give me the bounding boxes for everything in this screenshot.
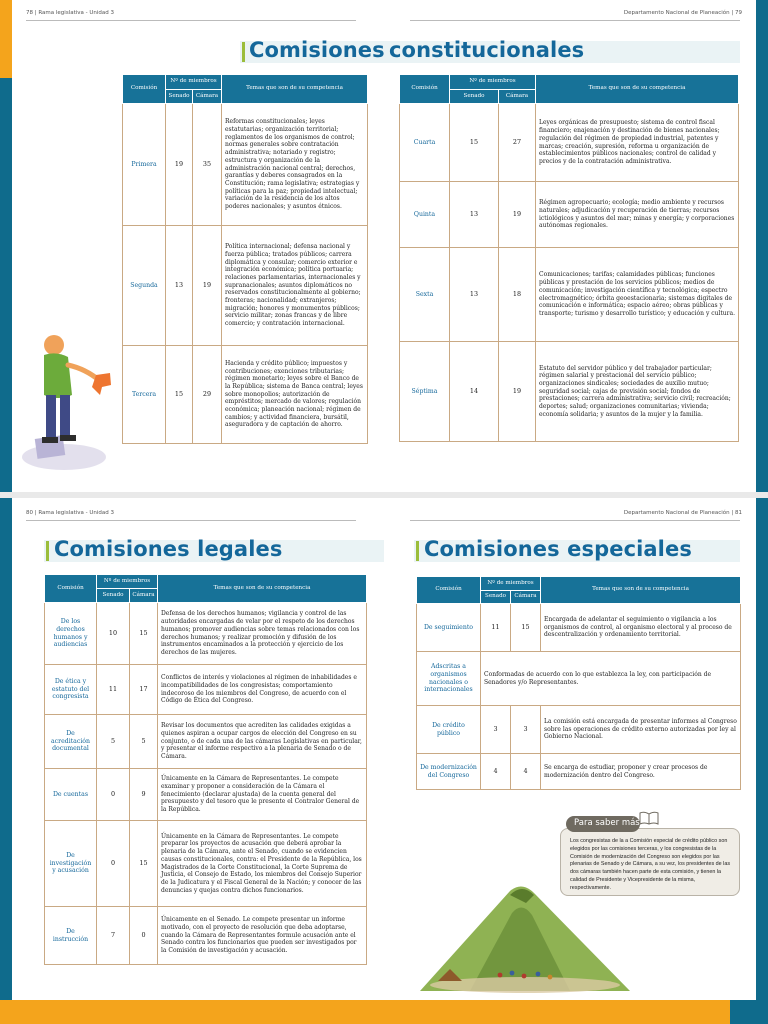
callout-title: Para saber más xyxy=(566,816,640,832)
col-header-senado: Senado xyxy=(450,90,499,104)
col-header-temas: Temas que son de su competencia xyxy=(536,75,739,104)
comision-name: De acreditación documental xyxy=(45,715,97,769)
temas-text: Estatuto del servidor público y del trabajador particular; régimen salarial y prestacional del servicio público; organizaciones sindicales; sociedades de auxilio mutuo; seguridad social; cajas de previsión social; fondos de prestaciones; carrera administrativa; servicio civil; recreación; deportes; salud; organizaciones comunitarias; vivienda; economía solidaria; y asuntos de la mujer y la familia. xyxy=(536,342,739,442)
senado-count: 19 xyxy=(166,104,193,226)
table-row xyxy=(417,706,741,754)
camara-count: 3 xyxy=(511,706,541,754)
col-header-senado: Senado xyxy=(97,589,130,603)
col-header-miembros: Nº de miembros xyxy=(166,75,222,90)
mountain-illustration xyxy=(400,873,650,993)
header-rule xyxy=(26,20,356,21)
temas-text: Se encarga de estudiar, proponer y crear procesos de modernización dentro del Congreso. xyxy=(541,754,741,790)
table-row xyxy=(123,104,368,226)
table-row xyxy=(45,665,367,715)
table-legales xyxy=(44,574,367,965)
comision-name: Sexta xyxy=(400,248,450,342)
camara-count: 0 xyxy=(130,907,158,965)
title-accent xyxy=(242,42,245,62)
camara-count: 19 xyxy=(499,182,536,248)
col-header-temas: Temas que son de su competencia xyxy=(222,75,368,104)
table-constitucionales-left xyxy=(122,74,368,444)
table-row xyxy=(400,182,739,248)
table-row xyxy=(417,604,741,652)
table-row xyxy=(45,715,367,769)
temas-text: Reformas constitucionales; leyes estatutarias; organización territorial; reglamentos de los organismos de control; normas generales sobre contratación administrativa; notariado y registro; estructura y organización de la administración nacional central; derechos, garantías y deberes consagrados en la Constitución; rama legislativa; estrategias y políticas para la paz; propiedad intelectual; variación de la residencia de los altos poderes nacionales; y asuntos étnicos. xyxy=(222,104,368,226)
footer-band-orange xyxy=(0,1000,730,1024)
temas-text: Defensa de los derechos humanos; vigilancia y control de las autoridades encargadas de velar por el respeto de los derechos humanos; promover audiencias sobre temas relacionados con los derechos humanos; y realizar promoción y difusión de los instrumentos encaminados a la protección y ejercicio de los derechos de las mujeres. xyxy=(158,603,367,665)
table-row xyxy=(123,346,368,444)
camara-count: 19 xyxy=(499,342,536,442)
temas-text: Únicamente en la Cámara de Representantes. Le compete examinar y proponer a consideración de la Cámara el fenecimiento (declarar ajustada) de la cuenta general del presupuesto y del tesoro que le presente el Contralor General de la República. xyxy=(158,769,367,821)
camara-count: 19 xyxy=(193,226,222,346)
camara-count: 18 xyxy=(499,248,536,342)
edge-band-blue xyxy=(0,498,12,1000)
temas-text: Comunicaciones; tarifas; calamidades públicas; funciones públicas y prestación de los servicios públicos; medios de comunicación; investigación científica y tecnológica; espectro electromagnético; órbita geoestacionaria; sistemas digitales de comunicación e informática; espacio aéreo; obras públicas y transporte; turismo y desarrollo turístico; y educación y cultura. xyxy=(536,248,739,342)
senado-count: 5 xyxy=(97,715,130,769)
comision-name: De cuentas xyxy=(45,769,97,821)
comision-name: Primera xyxy=(123,104,166,226)
senado-count: 13 xyxy=(166,226,193,346)
running-header-left: 80 | Rama legislativa - Unidad 3 xyxy=(26,510,115,516)
header-rule xyxy=(26,520,356,521)
comision-name: Tercera xyxy=(123,346,166,444)
senado-count: 15 xyxy=(450,104,499,182)
senado-count: 10 xyxy=(97,603,130,665)
header-rule xyxy=(410,20,740,21)
senado-count: 3 xyxy=(481,706,511,754)
col-header-camara: Cámara xyxy=(130,589,158,603)
comision-name: De crédito público xyxy=(417,706,481,754)
senado-count: 4 xyxy=(481,754,511,790)
col-header-comision: Comisión xyxy=(45,575,97,603)
comision-name: De instrucción xyxy=(45,907,97,965)
senado-count: 13 xyxy=(450,182,499,248)
senado-count: 15 xyxy=(166,346,193,444)
header-rule xyxy=(410,520,740,521)
camara-count: 15 xyxy=(130,821,158,907)
table-especiales xyxy=(416,576,741,790)
running-header-right: Departamento Nacional de Planeación | 81 xyxy=(623,510,742,516)
col-header-camara: Cámara xyxy=(499,90,536,104)
temas-text: Leyes orgánicas de presupuesto; sistema de control fiscal financiero; enajenación y destinación de bienes nacionales; regulación del régimen de propiedad industrial, patentes y marcas; creación, supresión, reforma u organización de establecimientos públicos nacionales; control de calidad y precios y de la contratación administrativa. xyxy=(536,104,739,182)
table-row xyxy=(45,603,367,665)
comision-name: Cuarta xyxy=(400,104,450,182)
senado-count: 0 xyxy=(97,769,130,821)
table-row xyxy=(45,907,367,965)
temas-text: La comisión está encargada de presentar informes al Congreso sobre las operaciones de crédito externo autorizadas por ley al Gobierno Nacional. xyxy=(541,706,741,754)
senado-count: 11 xyxy=(481,604,511,652)
title-accent xyxy=(416,541,419,561)
temas-text: Política internacional; defensa nacional y fuerza pública; tratados públicos; carrera diplomática y consular; comercio exterior e integración económica; política portuaria; relaciones parlamentarias, internacionales y supranacionales; asuntos diplomáticos no reservados constitucionalmente al gobierno; fronteras; nacionalidad; extranjeros; migración; honores y monumentos públicos; servicio militar; zonas francas y de libre comercio; y contratación internacional. xyxy=(222,226,368,346)
camara-count: 27 xyxy=(499,104,536,182)
comision-name: De investigación y acusación xyxy=(45,821,97,907)
title-accent xyxy=(46,541,49,561)
edge-band-blue xyxy=(0,78,12,492)
senado-count: 14 xyxy=(450,342,499,442)
page-title-left: Comisiones xyxy=(249,38,385,62)
temas-text: Hacienda y crédito público; impuestos y contribuciones; exenciones tributarias; régimen monetario; leyes sobre el Banco de la República; sistema de Banca central; leyes sobre monopolios; autorización de empréstitos; mercado de valores; regulación económica; planeación nacional; régimen de cambios; y actividad financiera, bursátil, aseguradora y de captación de ahorro. xyxy=(222,346,368,444)
comision-name: De seguimiento xyxy=(417,604,481,652)
col-header-senado: Senado xyxy=(481,591,511,604)
puzzle-figure-illustration xyxy=(14,325,114,475)
camara-count: 9 xyxy=(130,769,158,821)
table-row xyxy=(400,248,739,342)
col-header-comision: Comisión xyxy=(123,75,166,104)
table-row xyxy=(45,821,367,907)
comision-name: De modernización del Congreso xyxy=(417,754,481,790)
page-title-left: Comisiones legales xyxy=(54,537,283,561)
camara-count: 17 xyxy=(130,665,158,715)
running-header-right: Departamento Nacional de Planeación | 79 xyxy=(623,10,742,16)
temas-text: Revisar los documentos que acrediten las calidades exigidas a quienes aspiran a ocupar cargos de elección del Congreso en su conjunto, o de cada una de las cámaras Legislativas en particular, y presentar el informe respectivo a la plenaria de Senado o de Cámara. xyxy=(158,715,367,769)
callout-text: Los congresistas de la a Comisión especial de crédito público son elegidos por las comisiones terceras, y los congresistas de la Comisión de modernización del Congreso son elegidos por las plenarias de Senado y de Cámara, a su vez, los presidentes de las dos cámaras también hacen parte de esta comisión, y tienen la calidad de Presidente y Vicepresidente de la misma, respectivamente. xyxy=(570,838,731,891)
col-header-camara: Cámara xyxy=(511,591,541,604)
comision-name: Quinta xyxy=(400,182,450,248)
temas-text-merged: Conformadas de acuerdo con lo que establezca la ley, con participación de Senadores y/o Representantes. xyxy=(481,652,741,706)
senado-count: 11 xyxy=(97,665,130,715)
comision-name: Segunda xyxy=(123,226,166,346)
col-header-miembros: Nº de miembros xyxy=(481,577,541,591)
senado-count: 13 xyxy=(450,248,499,342)
running-header-left: 78 | Rama legislativa - Unidad 3 xyxy=(26,10,115,16)
temas-text: Únicamente en el Senado. Le compete presentar un informe motivado, con el proyecto de resolución que deba adoptarse, cuando la Cámara de Representantes formule acusación ante el Senado contra los funcionarios que pueden ser investigados por la Comisión de investigación y acusación. xyxy=(158,907,367,965)
col-header-comision: Comisión xyxy=(417,577,481,604)
temas-text: Régimen agropecuario; ecología; medio ambiente y recursos naturales; adjudicación y recuperación de tierras; recursos ictiológicos y asuntos del mar; minas y energía; y corporaciones autónomas regionales. xyxy=(536,182,739,248)
camara-count: 15 xyxy=(511,604,541,652)
edge-band-blue-right xyxy=(756,498,768,1000)
col-header-camara: Cámara xyxy=(193,90,222,104)
table-row xyxy=(45,769,367,821)
table-row xyxy=(123,226,368,346)
senado-count: 7 xyxy=(97,907,130,965)
col-header-temas: Temas que son de su competencia xyxy=(158,575,367,603)
camara-count: 29 xyxy=(193,346,222,444)
bottom-spread xyxy=(0,498,768,1024)
col-header-comision: Comisión xyxy=(400,75,450,104)
camara-count: 5 xyxy=(130,715,158,769)
camara-count: 35 xyxy=(193,104,222,226)
col-header-miembros: Nº de miembros xyxy=(450,75,536,90)
comision-name: Séptima xyxy=(400,342,450,442)
table-constitucionales-right xyxy=(399,74,739,442)
senado-count: 0 xyxy=(97,821,130,907)
col-header-senado: Senado xyxy=(166,90,193,104)
col-header-temas: Temas que son de su competencia xyxy=(541,577,741,604)
table-row xyxy=(400,104,739,182)
page-title-right: Comisiones especiales xyxy=(424,537,692,561)
comision-name: De ética y estatuto del congresista xyxy=(45,665,97,715)
book-icon xyxy=(638,810,660,826)
comision-name: Adscritas a organismos nacionales o internacionales xyxy=(417,652,481,706)
temas-text: Únicamente en la Cámara de Representantes. Le compete preparar los proyectos de acusación que deberá aprobar la plenaria de la Cámara, ante el Senado, cuando se evidencien causas constitucionales, contra: el Presidente de la República, los Magistrados de la Corte Constitucional, la Corte Suprema de Justicia, el Consejo de Estado, los miembros del Consejo Superior de la Judicatura y el Fiscal General de la Nación; y conocer de las denuncias y quejas contra dichos funcionarios. xyxy=(158,821,367,907)
camara-count: 15 xyxy=(130,603,158,665)
col-header-miembros: Nº de miembros xyxy=(97,575,158,589)
comision-name: De los derechos humanos y audiencias xyxy=(45,603,97,665)
page-title-right: constitucionales xyxy=(389,38,585,62)
top-spread xyxy=(0,0,768,492)
footer-band-blue xyxy=(730,1000,768,1024)
camara-count: 4 xyxy=(511,754,541,790)
edge-tab-orange xyxy=(0,0,12,78)
table-row xyxy=(400,342,739,442)
table-row xyxy=(417,754,741,790)
temas-text: Encargada de adelantar el seguimiento o vigilancia a los organismos de control, al organismo electoral y al proceso de descentralización y ordenamiento territorial. xyxy=(541,604,741,652)
edge-band-blue-right xyxy=(756,0,768,492)
temas-text: Conflictos de interés y violaciones al régimen de inhabilidades e incompatibilidades de los congresistas; comportamiento indecoroso de los miembros del Congreso, de acuerdo con el Código de Ética del Congreso. xyxy=(158,665,367,715)
table-row xyxy=(417,652,741,706)
